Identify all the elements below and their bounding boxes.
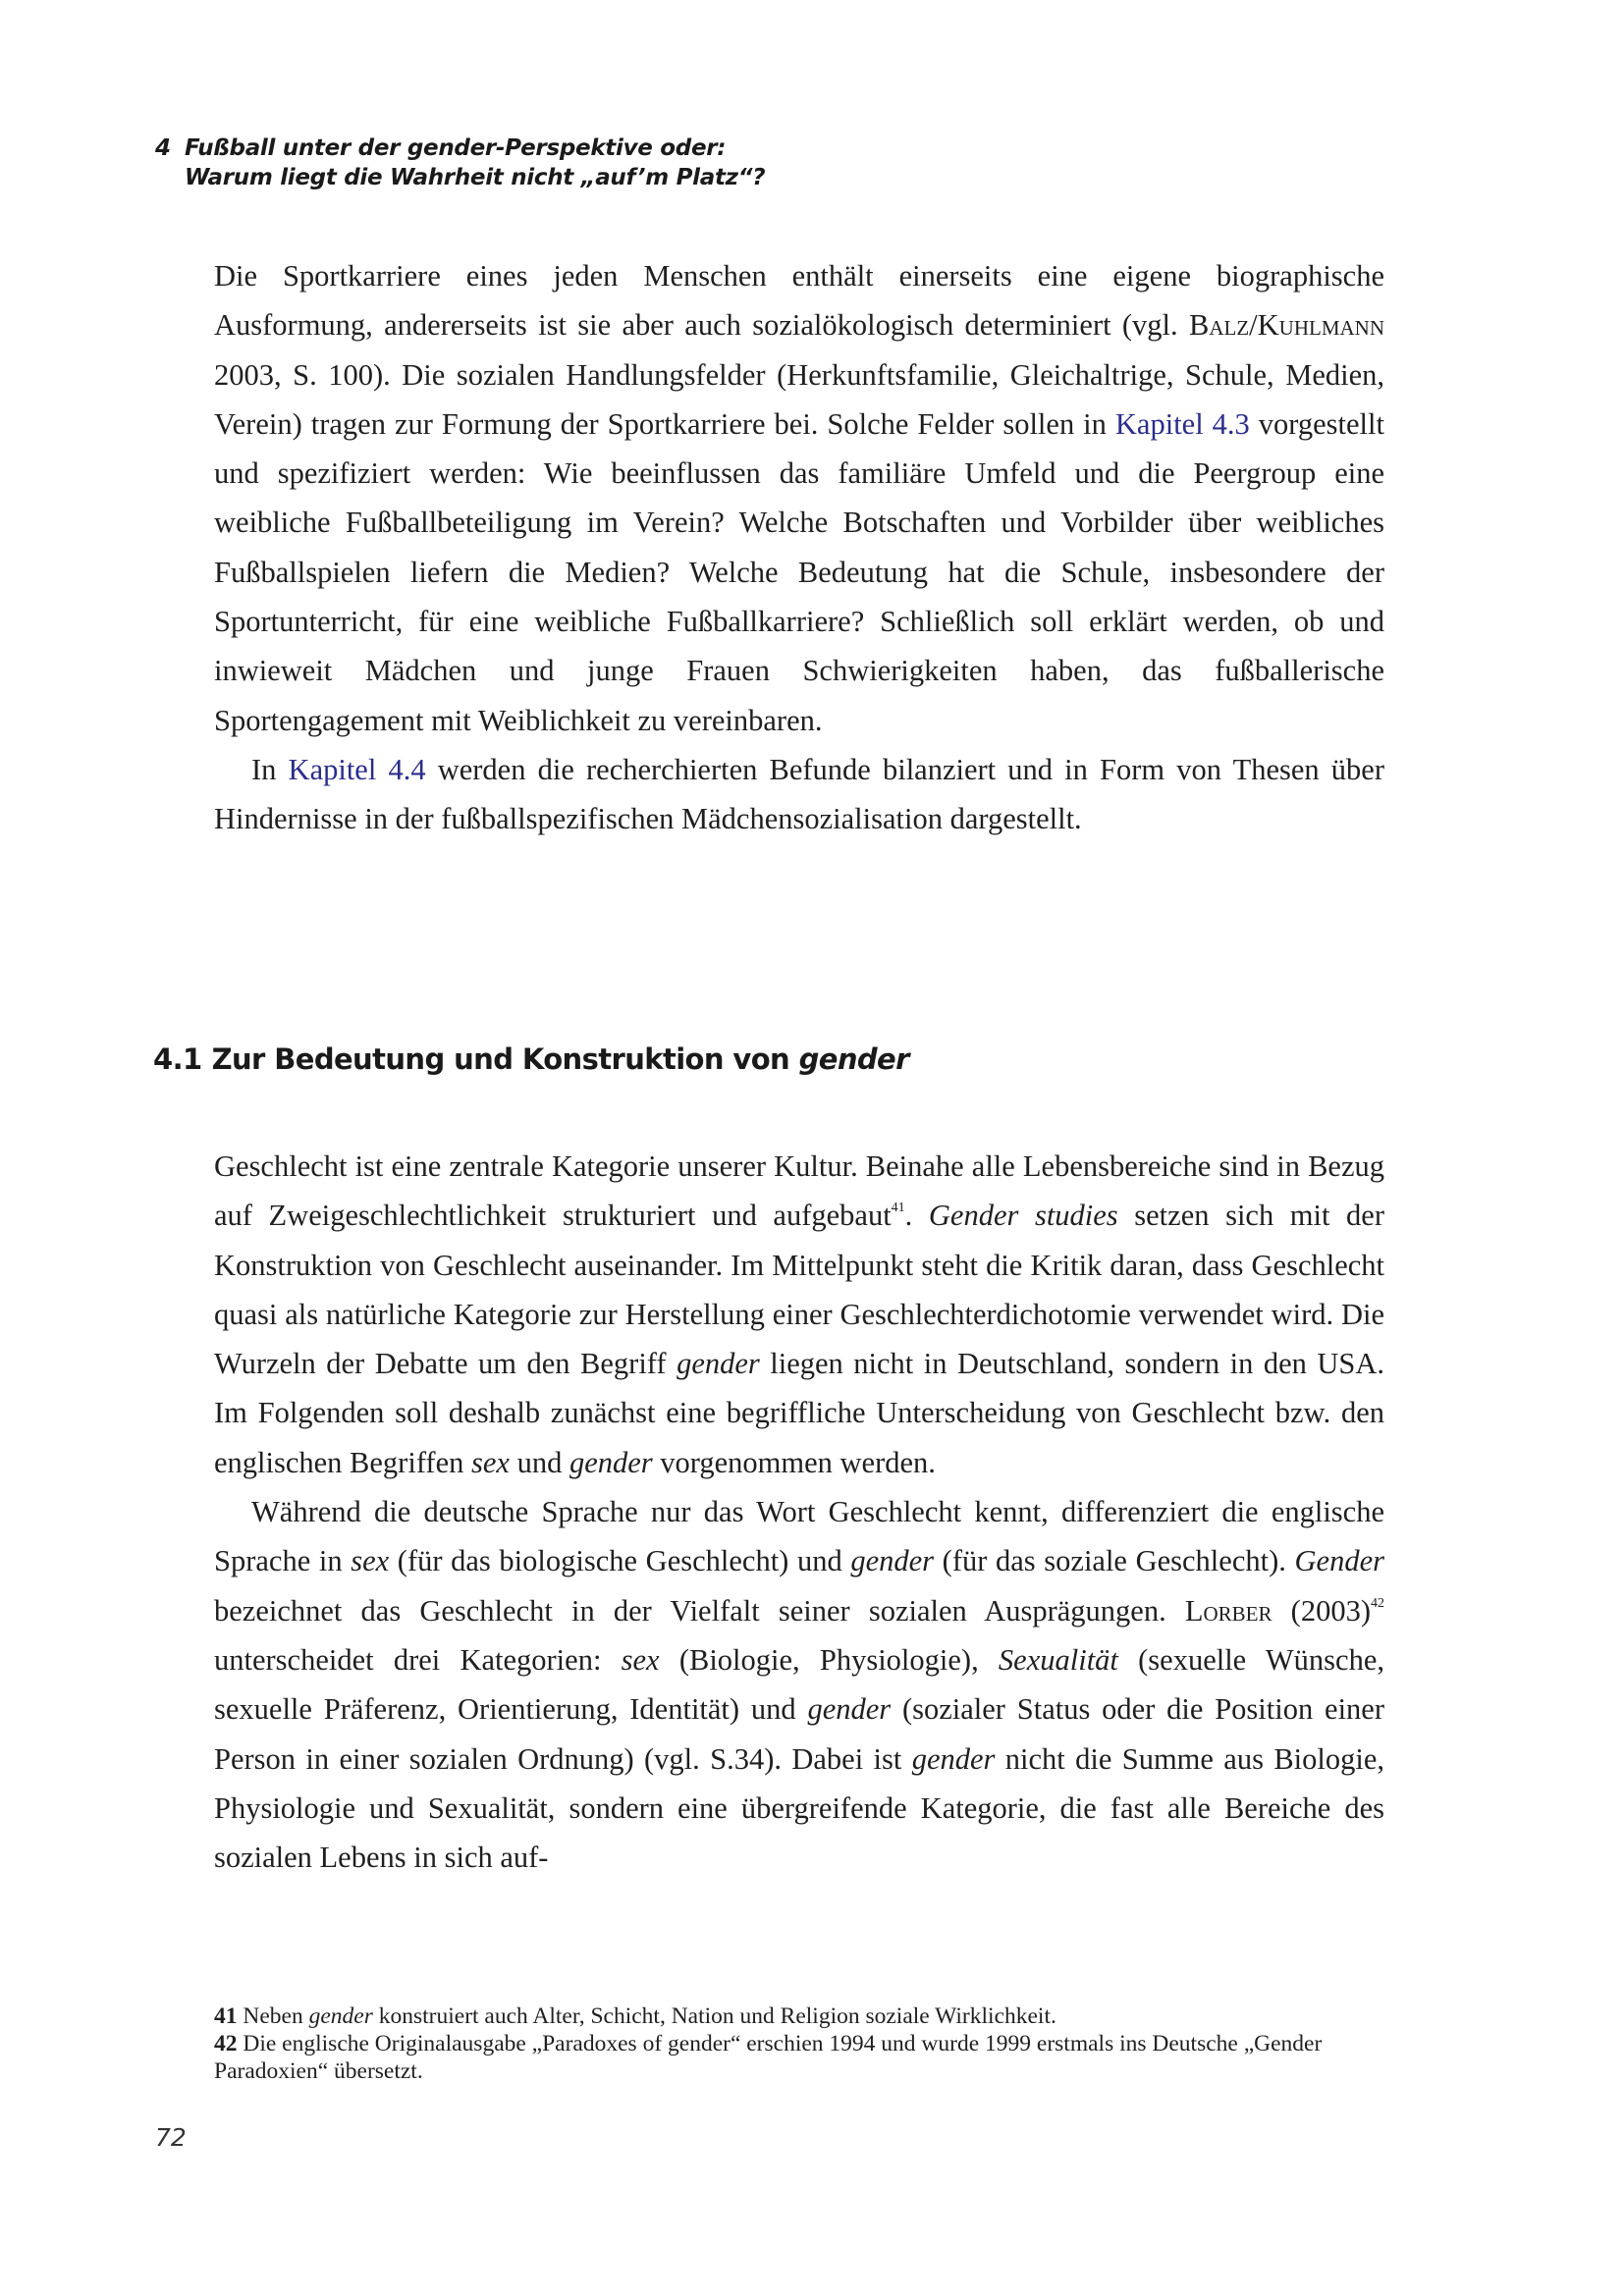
chapter-number: 4: [155, 135, 171, 161]
chapter-link-4-4[interactable]: Kapitel 4.4: [288, 752, 426, 786]
intro-text: [214, 251, 1384, 844]
section-title: Zur Bedeutung und Konstruktion von: [211, 1042, 790, 1076]
footnotes: [214, 2002, 1384, 2085]
section-number: 4.1: [153, 1042, 202, 1076]
author-citation: Balz/Kuhlmann: [1189, 308, 1384, 343]
section-heading: 4.1 Zur Bedeutung und Konstruktion von gender: [153, 1042, 909, 1076]
chapter-link-4-3[interactable]: Kapitel 4.3: [1114, 406, 1250, 441]
footnote-42: 42 Die englische Originalausgabe „Paradoxes of gender“ erschien 1994 und wurde 1999 erstmals ins Deutsche „Gender Paradoxien“ übersetzt.: [214, 2031, 1323, 2084]
page-number: 72: [155, 2123, 187, 2152]
footnote-ref-42[interactable]: 42: [1371, 1595, 1384, 1611]
paragraph: Während die deutsche Sprache nur das Wort Geschlecht kennt, differenziert die englische Sprache in sex (für das biologische Geschlecht) und gender (für das soziale Geschlecht). Gender bezeichnet das Geschlecht in der Vielfalt seiner sozialen Ausprägungen. Lorber $(2003)^{42}$ unterscheidet drei Kategorien: sex (Biologie, Physiologie), Sexualität (sexuelle Wünsche, sexuelle Präferenz, Orientierung, Identität) und gender (sozialer Status oder die Position einer Person in einer sozialen Ordnung) (vgl. S.34). Dabei ist gender nicht die Summe aus Biologie, Physiologie und Sexualität, sondern eine übergreifende Kategorie, die fast alle Bereiche des sozialen Lebens in sich auf-: [214, 1495, 1384, 1875]
footnote-ref-41[interactable]: 41: [891, 1201, 905, 1216]
footnote-41: 41 Neben gender konstruiert auch Alter, Schicht, Nation und Religion soziale Wirklichkeit.: [214, 2003, 1056, 2029]
section-text: [214, 1142, 1384, 1882]
paragraph: In Kapitel 4.4 werden die recherchierten Befunde bilanziert und in Form von Thesen über Hindernisse in der fußballspezifischen Mädchensozialisation dargestellt.: [214, 752, 1384, 836]
running-head-line2: Warum liegt die Wahrheit nicht „auf’m Platz“?: [185, 165, 766, 190]
author-citation: Lorber: [1184, 1593, 1272, 1628]
paragraph: Geschlecht ist eine zentrale Kategorie unserer Kultur. Beinahe alle Lebensbereiche sind in Bezug auf Zweigeschlechtlichkeit strukturiert und aufgebaut$^{41}$. Gender studies setzen sich mit der Konstruktion von Geschlecht auseinander. Im Mittelpunkt steht die Kritik daran, dass Geschlecht quasi als natürliche Kategorie zur Herstellung einer Geschlechterdichotomie verwendet wird. Die Wurzeln der Debatte um den Begriff gender liegen nicht in Deutschland, sondern in den USA. Im Folgenden soll deshalb zunächst eine begriffliche Unterscheidung von Geschlecht bzw. den englischen Begriffen sex und gender vorgenommen werden.: [214, 1149, 1384, 1479]
running-head: [155, 133, 765, 192]
running-head-line1: 4 Fußball unter der gender-Perspektive oder:: [155, 135, 727, 161]
paragraph: Die Sportkarriere eines jeden Menschen enthält einerseits eine eigene biographische Ausformung, andererseits ist sie aber auch sozialökologisch determiniert (vgl. Balz/Kuhlmann 2003, S. 100). Die sozialen Handlungsfelder (Herkunftsfamilie, Gleichaltrige, Schule, Medien, Verein) tragen zur Formung der Sportkarriere bei. Solche Felder sollen in Kapitel 4.3 vorgestellt und spezifiziert werden: Wie beeinflussen das familiäre Umfeld und die Peergroup eine weibliche Fußballbeteiligung im Verein? Welche Botschaften und Vorbilder über weibliches Fußballspielen liefern die Medien? Welche Bedeutung hat die Schule, insbesondere der Sportunterricht, für eine weibliche Fußballkarriere? Schließlich soll erklärt werden, ob und inwieweit Mädchen und junge Frauen Schwierigkeiten haben, das fußballerische Sportengagement mit Weiblichkeit zu vereinbaren.: [214, 259, 1384, 737]
